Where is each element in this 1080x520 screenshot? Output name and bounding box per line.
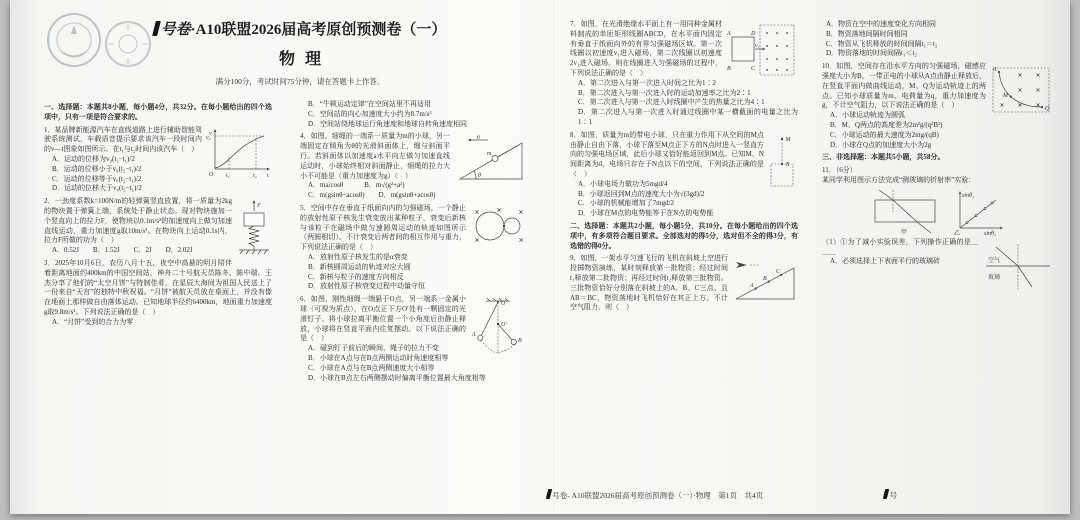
question-5 [300, 204, 528, 292]
question-6 [300, 295, 528, 383]
q10-option-b: B．M、Q两点的高度差为2m²g/(q²B²) [830, 120, 943, 129]
section-2-heading: 二、选择题：本题共2小题，每小题5分，共10分。在每小题给出的四个选项中，有多项符合题目要求。全部选对的得5分，选对但不全的得3分，有选错的得0分。 [570, 221, 798, 250]
question-9 [570, 254, 798, 313]
q4-stem: 4．如图，细绳的一端系一质量为m的小球，另一端固定在倾角为θ的光滑斜面体上，绳与斜面平行。若斜面体以加速度a水平向左做匀加速直线运动时，小球始终相对斜面静止，细绳的拉力大小不可能是（重力加速度为g）（ ） [300, 132, 450, 180]
q11-sub-option-a: A．必须选择上下表面平行的玻璃砖 [830, 257, 941, 266]
q10-fig-label-q: Q [1045, 106, 1050, 113]
q11-glass-brick-figure [869, 188, 941, 236]
q7-fig-label-c: C [751, 66, 756, 72]
q6-pendulum-figure [470, 296, 528, 356]
q9-fig-label-c: C [776, 269, 781, 276]
q10-option-a: A．小球运动轨迹为圆弧 [830, 111, 906, 120]
q6-stem: 6．如图，刚性细绳一端悬于O点，另一端系一金属小球（可视为质点），在O点正下方O′处有一颗固定的光滑钉子。将小球拉离平衡位置一个小角度后由静止释放，小球将在竖直平面内往复摆动。以下说法正确的是（ ） [300, 295, 466, 343]
q5-stem: 5．空间中存在垂直于纸面向内的匀强磁场，一个静止的放射性原子核发生衰变放出某种粒子，衰变后新核与该粒子在磁场中做匀速圆周运动的轨迹如图所示（两圆相切）。不计衰变后两者间的相互作用与重力，下列说法正确的是（ ） [300, 203, 466, 252]
q7-option-d: D．第二次进入与第一次进入时通过线圈中某一横截面的电量之比为1∶1 [578, 108, 798, 126]
q6-fig-label-b: B [518, 338, 522, 345]
q10-field-trajectory-figure [990, 63, 1054, 117]
paper-title: ·A10联盟2026届高考原创预测卷（一） [190, 22, 447, 38]
footer-mark-partial [884, 489, 897, 501]
q4-options-cd: C．m(gsinθ−acosθ) D．m(gsinθ+acosθ) [308, 191, 436, 200]
q10-fig-label-m: M [1003, 93, 1008, 100]
section-3-heading: 三、非选择题：本题共5小题，共58分。 [822, 153, 945, 162]
q11-fig-label-glass: 玻璃 [988, 274, 1001, 281]
q8-stem: 8．如图，质量为m的带电小球，只在重力作用下从空间的M点由静止自由下落，小球下落至M点正下方的N点时进入一竖直方向的匀强电场区域，此后小球又恰好能返回到M点。已知M、N间距离为d，电场只存在于N点以下的空间，下列说法正确的是（ ） [570, 130, 764, 178]
q8-option-a: A．小球电场力做功为5mgd/4 [578, 179, 668, 188]
q8-option-d: D．小球在M点的电势能等于在N点的电势能 [578, 209, 714, 218]
q2-options: A．0.52J B．1.52J C．2J D．2.02J [52, 246, 193, 255]
q1-fig-label-t1: t₁ [226, 172, 230, 179]
q3-option-b: B．“牛顿运动定律”在空间站里不再适用 [308, 100, 431, 108]
q4-options-ab: A．ma/cosθ B．m√(g²+a²) [308, 181, 405, 190]
q5-option-a: A．放射性原子核发生的是α衰变 [308, 252, 408, 261]
question-8 [570, 131, 798, 219]
q6-option-a: A．碰到钉子前后的瞬间，绳子的拉力不变 [308, 344, 440, 353]
q7-fig-label-d: D [751, 31, 756, 37]
brand-bar-icon [152, 21, 161, 36]
q7-option-a: A．第二次进入与第一次进入时间之比为1∶2 [578, 78, 717, 87]
q11-sine-graph-figure [951, 188, 1007, 236]
q8-fig-label-m: M [785, 136, 791, 143]
q7-fig-label-v: v₁ [755, 43, 760, 49]
q2-fig-label-f: F [257, 203, 261, 210]
brand-mark: 号卷 [160, 22, 191, 38]
page-fold-line [553, 0, 554, 514]
q10-fig-label-a: A [993, 67, 997, 74]
q9-option-a: A．物资在空中的速度变化方向相同 [826, 20, 937, 28]
q1-fig-label-t: t [267, 172, 269, 179]
q1-option-d: D．运动的位移大于v₀(t₂−t₁)/2 [52, 184, 142, 193]
section-1-heading: 一、选择题：本题共8小题，每小题4分，共32分。在每小题给出的四个选项中，只有一项是符合要求的。 [44, 103, 272, 121]
q9-option-c: C．物资从飞机释放的时间间隔t₁＝t₂ [826, 39, 938, 48]
page-footer [490, 489, 820, 501]
q6-fig-label-a: A [472, 332, 476, 339]
q7-fig-label-a: A [727, 31, 731, 37]
q4-incline-figure [454, 133, 528, 185]
q3-option-a: A．“月饼”受到的合力为零 [52, 317, 134, 326]
q7-fig-label-b: B [727, 66, 731, 72]
q1-vt-graph-figure [206, 127, 272, 179]
question-4 [300, 132, 528, 201]
q10-option-d: D．小球在Q点的加速度大小为2g [830, 140, 932, 149]
q1-fig-label-v: v [209, 130, 212, 137]
q10-option-c: C．小球运动的最大速度为2mg/(qB) [830, 130, 939, 139]
column-1 [44, 100, 272, 328]
exam-note: 满分100分，考试时间75分钟，请在答题卡上作答。 [215, 77, 385, 86]
paper-header [90, 18, 510, 87]
footer-mark-bar-icon [883, 489, 889, 499]
q9-slope-drop-figure [732, 255, 798, 303]
subject-title: 物理 [278, 51, 331, 68]
q1-option-a: A．运动的位移为v₀(t₂−t₁)/2 [52, 154, 135, 163]
question-10 [822, 62, 1054, 150]
question-3 [44, 259, 272, 328]
question-11 [822, 166, 1054, 281]
scanned-exam-page [10, 0, 1070, 514]
q11-fig-label-yi: 乙 [954, 230, 961, 236]
q6-option-b: B．小球在A点与在B点两侧运动时角速度相等 [308, 353, 449, 362]
q1-stem: 1．某品牌新能源汽车在直线道路上进行辅助智能驾驶系统测试，车载语音提示要求该汽车一段时间内的v—t图象如图所示。在t₁与t₂时间内该汽车（ ） [44, 125, 202, 154]
q11-sub1: （1）①为了减小实验误差，下列操作正确的是＿＿＿ [822, 237, 978, 256]
q3-option-d: D．空间站绕地球运行角速度和地球自转角速度相同 [308, 119, 468, 128]
q11-fig-label-jia: 甲 [901, 229, 908, 236]
paper-title-line [90, 18, 510, 39]
q9-stem: 9．如图，一架水平匀速飞行的飞机在斜坡上空进行投掷物资演练，某时刻释放第一批物资；经过时间t₁释放第二批物资；再经过时间t₂释放第三批物资。三批物资恰好分别落在斜坡上的A、B、C三点，且AB＝BC，物资落地时飞机恰好在其正上方。不计空气阻力，则（ ） [570, 254, 728, 312]
q11-fig-label-y: sinθ₁ [962, 192, 975, 199]
q5-decay-circles-figure [470, 205, 528, 247]
q5-option-c: C．新核与粒子的速度方向相反 [308, 272, 404, 281]
q9-option-d: D．物资落地的时间间隔t₁＜t₂ [826, 49, 917, 58]
q11-fig-label-x: sinθ₂ [984, 230, 997, 236]
column-2 [300, 100, 528, 383]
q11-number: 11．（6分） [822, 166, 857, 175]
q7-option-c: C．第二次进入与第一次进入时线圈中产生的热量之比为4∶1 [578, 98, 765, 107]
q1-option-c: C．运动的位移等于v₀(t₂−t₁)/2 [52, 174, 142, 183]
q6-option-d: D．小球在B点左右两侧摆动时偏离平衡位置最大角度相等 [308, 373, 486, 382]
q1-fig-label-v0: v₀ [206, 134, 211, 141]
q8-option-c: C．小球的机械能增加了7mgd/2 [578, 199, 675, 208]
q8-fig-label-n: N [785, 161, 790, 168]
q1-fig-label-t2: t₂ [253, 172, 257, 179]
column-3 [570, 20, 798, 313]
q3-option-c: C．空间站的向心加速度大小约为8.7m/s² [308, 109, 432, 118]
question-1 [44, 126, 272, 195]
q11-figure-row [822, 188, 1054, 236]
q2-stem: 2．一劲度系数k=100N/m的轻弹簧竖直放置，将一质量为2kg的物块置于弹簧上端，系统处于静止状态。现对物块施加一个竖直向上的拉力F，使物块以0.1m/s²的加速度向上做匀加速直线运动，重力加速度g取10m/s²。在物块向上运动0.1s内，拉力F所做的功为（ ） [44, 197, 232, 245]
column-4 [822, 20, 1054, 295]
q9-fig-label-a: A [750, 283, 754, 290]
question-7 [570, 20, 798, 128]
footer-brand-bar-icon [545, 489, 551, 499]
footer-mark-text: 号 [889, 491, 897, 500]
q11-refraction-figure [982, 239, 1054, 293]
question-2 [44, 197, 272, 256]
q9-fig-label-b: B [763, 276, 767, 283]
q4-fig-label-theta: θ [478, 173, 481, 180]
footer-text: 号卷- A10联盟2026届高考原创预测卷（一）·物理 第1页 共4页 [552, 491, 764, 500]
q6-option-c: C．小球在A点与在B点两侧速度大小相等 [308, 363, 435, 372]
q2-spring-block-figure [236, 198, 272, 258]
q5-option-b: B．新核圆周运动的轨迹对应大圆 [308, 262, 411, 271]
q4-fig-label-a: a [477, 134, 480, 141]
q8-fall-field-figure [768, 132, 798, 190]
q5-option-d: D．放射性原子核衰变过程中动量守恒 [308, 282, 426, 291]
q10-stem: 10．如图，空间存在沿水平方向的匀强磁场，磁感应强度大小为B，一带正电的小球从A点由静止释放后，在竖直平面内做曲线运动，M、Q为运动轨迹上的两点。已知小球质量为m、电荷量为q，重力加速度为g，不计空气阻力，以下说法正确的是（ ） [822, 62, 986, 110]
q7-option-b: B．第二次进入与第一次进入时的运动加速率之比为2∶1 [578, 88, 751, 97]
q1-option-b: B．运动的位移小于v₀(t₂−t₁)/2 [52, 164, 142, 173]
q7-coil-field-figure [726, 21, 798, 79]
q8-option-b: B．小球返回到M点的速度大小为√(3gd)/2 [578, 189, 705, 198]
q3-stem: 3．2025年10月6日，农历八月十五，夜空中高悬的明月陪伴着距离地面约400km的中国空间站，神舟二十号航天员陈冬、陈中瑞、王杰分享了他们的“太空月饼”与特制佳肴，在星辰大海间为祖国人民送上了一份来自“天宫”的独特中秋祝福。“月饼”被航天员放在桌面上，并没有像在地面上那样做自由落体运动。已知地球半径约6400km，地面重力加速度g取9.8m/s²。下列说法正确的是（ ） [44, 258, 272, 316]
q4-fig-label-m: m [487, 151, 492, 158]
q11-fig-label-air: 空气 [988, 257, 1001, 264]
q9-option-b: B．物资落地间隔时间相同 [826, 29, 908, 38]
q6-fig-label-o2: O′ [501, 322, 507, 329]
q6-fig-label-o: O [501, 301, 506, 308]
q11-intro: 某同学利用图示方法完成“测玻璃的折射率”实验： [822, 175, 976, 184]
q1-fig-label-o: O [209, 171, 214, 178]
q7-stem: 7．如图，在光滑绝缘水平面上有一用同种金属材料制成的单匝矩形线圈ABCD，在水平面内固定有垂直于纸面向外的有界匀强磁场区域。第一次线圈以初速度v₁进入磁场，第二次线圈以初速度2v₁进入磁场。则在线圈进入匀强磁场的过程中，下列说法正确的是（ ） [570, 20, 722, 77]
